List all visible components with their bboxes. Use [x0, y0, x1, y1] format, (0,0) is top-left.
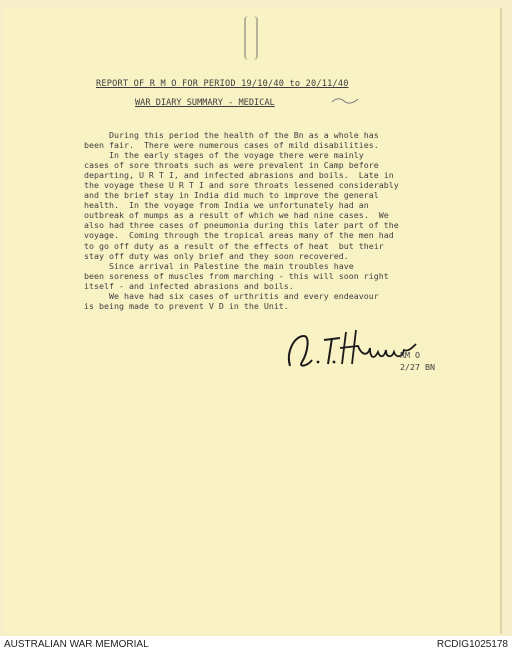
archive-footer: [0, 636, 512, 653]
body-line: also had three cases of pneumonia during this later part of the: [84, 220, 399, 231]
body-line: Since arrival in Palestine the main troubles have: [84, 260, 354, 271]
body-line: departing, U R T I, and infected abrasions and boils. Late in: [84, 170, 394, 181]
body-line: and the brief stay in India did much to improve the general: [84, 190, 379, 201]
body-line: been fair. There were numerous cases of mild disabilities.: [84, 140, 379, 151]
body-line: health. In the voyage from India we unfortunately had an: [84, 200, 369, 211]
body-line: voyage. Coming through the tropical areas many of the men had: [84, 230, 394, 241]
report-body: [84, 130, 456, 311]
footer-catalog-id: RCDIG1025178: [436, 639, 508, 650]
body-line: cases of sore throats such as were prevalent in Camp before: [84, 160, 379, 171]
footer-institution: AUSTRALIAN WAR MEMORIAL: [4, 639, 149, 650]
body-line: been soreness of muscles from marching - this will soon right: [84, 270, 389, 281]
body-line: to go off duty as a result of the effects of heat but their: [84, 240, 384, 251]
body-line: In the early stages of the voyage there were mainly: [84, 150, 364, 161]
body-line: We have had six cases of urthritis and every endeavour: [84, 290, 379, 301]
body-line: itself - and infected abrasions and boils.: [84, 280, 294, 291]
report-subtitle: WAR DIARY SUMMARY - MEDICAL: [135, 98, 275, 108]
signature-unit: 2/27 BN: [400, 362, 435, 372]
staple-mark: [244, 16, 258, 60]
body-line: stay off duty was only brief and they soon recovered.: [84, 250, 349, 261]
signature-role: RM O: [400, 350, 420, 360]
report-title: REPORT OF R M O FOR PERIOD 19/10/40 to 20/11/40: [96, 79, 349, 89]
body-line: During this period the health of the Bn as a whole has: [84, 130, 379, 140]
body-line: the voyage these U R T I and sore throats lessened considerably: [84, 180, 399, 191]
body-line: outbreak of mumps as a result of which we had nine cases. We: [84, 210, 389, 221]
pencil-mark: [330, 94, 360, 109]
body-line: is being made to prevent V D in the Unit.: [84, 300, 289, 311]
